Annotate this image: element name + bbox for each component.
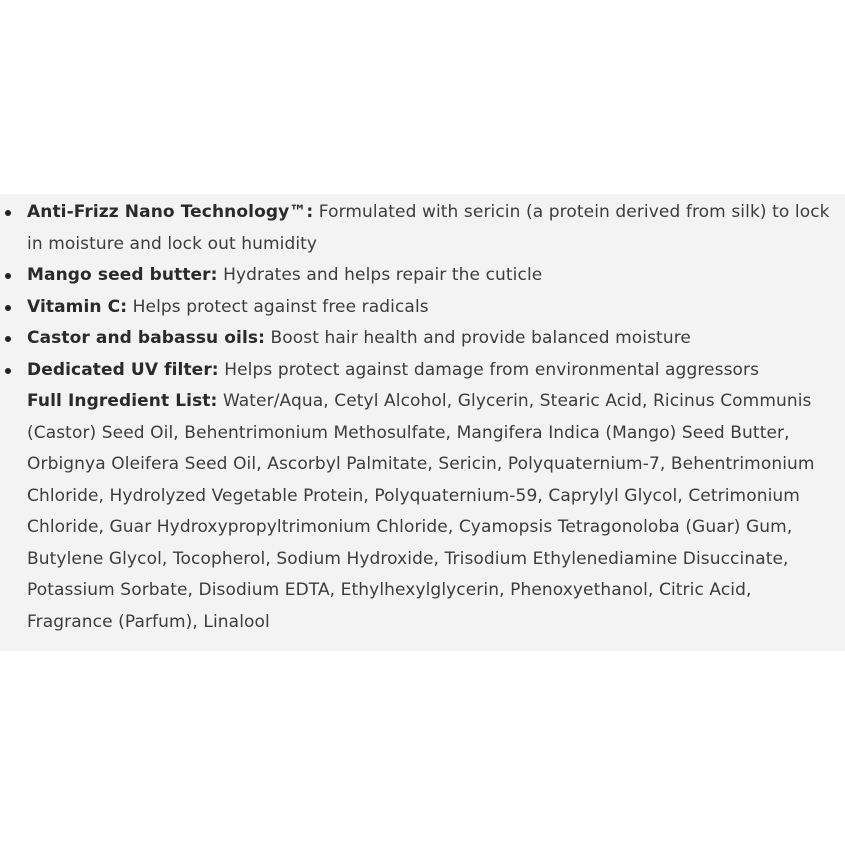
- ingredient-list: [27, 386, 839, 638]
- feature-list: [27, 197, 839, 386]
- bullet-icon: [5, 336, 11, 342]
- list-item: [27, 355, 839, 387]
- feature-description: Helps protect against damage from environmental aggressors: [218, 359, 760, 380]
- ingredient-list-text: Water/Aqua, Cetyl Alcohol, Glycerin, Stearic Acid, Ricinus Communis (Castor) Seed Oil, Behentrimonium Methosulfate, Mangifera Indica (Mango) Seed Butter, Orbignya Oleifera Seed Oil, Ascorbyl Palmitate, Sericin, Polyquaternium-7, Behentrimonium Chloride, Hydrolyzed Vegetable Protein, Polyquaternium-59, Caprylyl Glycol, Cetrimonium Chloride, Guar Hydroxypropyltrimonium Chloride, Cyamopsis Tetragonoloba (Guar) Gum, Butylene Glycol, Tocopherol, Sodium Hydroxide, Trisodium Ethylenediamine Disuccinate, Potassium Sorbate, Disodium EDTA, Ethylhexylglycerin, Phenoxyethanol, Citric Acid, Fragrance (Parfum), Linalool: [27, 391, 815, 632]
- feature-term: Castor and babassu oils:: [27, 328, 266, 348]
- list-item: [27, 292, 839, 324]
- bullet-icon: [5, 305, 11, 311]
- feature-term: Vitamin C:: [27, 296, 128, 317]
- product-details-panel: [0, 194, 845, 651]
- bullet-icon: [5, 273, 11, 279]
- feature-term: Dedicated UV filter:: [27, 359, 219, 380]
- list-item: [27, 260, 839, 292]
- feature-description: Helps protect against free radicals: [127, 296, 429, 317]
- feature-description: Hydrates and helps repair the cuticle: [217, 265, 543, 285]
- list-item: [27, 323, 839, 355]
- feature-term: Mango seed butter:: [27, 265, 218, 285]
- feature-description: Boost hair health and provide balanced moisture: [265, 328, 691, 348]
- ingredient-list-label: Full Ingredient List:: [27, 391, 218, 411]
- feature-term: Anti-Frizz Nano Technology™:: [27, 202, 314, 222]
- feature-description: Formulated with sericin (a protein derived from silk) to lock in moisture and lock out humidity: [27, 202, 830, 254]
- bullet-icon: [5, 368, 11, 374]
- bullet-icon: [5, 210, 11, 216]
- list-item: [27, 197, 839, 260]
